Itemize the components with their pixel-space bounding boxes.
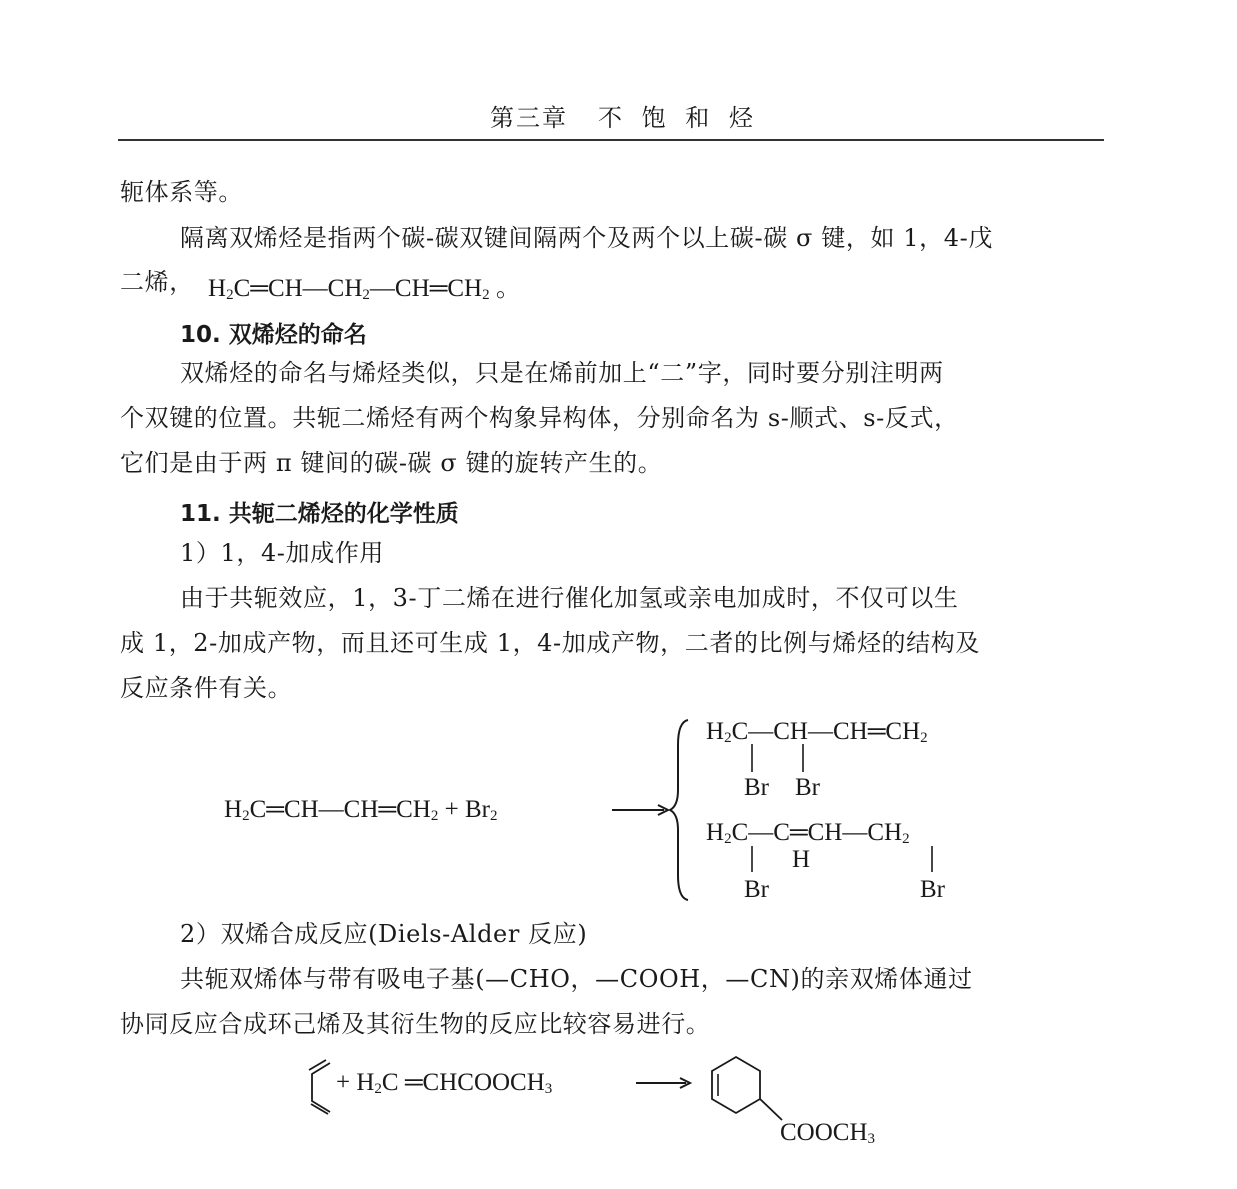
paragraph-line: 协同反应合成环己烯及其衍生物的反应比较容易进行。 [120,1010,711,1038]
product-14-backbone: $H_2C—C═CH—CH_2$ [706,819,910,847]
paragraph-line: 双烯烃的命名与烯烃类似，只是在烯前加上“二”字，同时要分别注明两 [180,359,944,387]
paragraph-line: 反应条件有关。 [120,674,293,702]
chapter-number: 第三章 [490,104,568,132]
product-12-br1: Br [744,774,769,801]
pentadiene-formula: $H_2C═CH—CH_2—CH═CH_2$ 。 [208,275,521,303]
section-heading: 10. 双烯烃的命名 [180,322,367,348]
paragraph-line: 轭体系等。 [120,178,243,206]
paragraph-line: 隔离双烯烃是指两个碳-碳双键间隔两个及两个以上碳-碳 σ 键，如 1，4-戊 [180,224,993,252]
product-12-backbone: $H_2C—CH—CH═CH_2$ [706,718,928,746]
subsection-heading: 1）1，4-加成作用 [180,539,384,567]
product-14-br1: Br [744,876,769,903]
paragraph-line: 由于共轭效应，1，3-丁二烯在进行催化加氢或亲电加成时，不仅可以生 [180,584,959,612]
paragraph-line: 它们是由于两 π 键间的碳-碳 σ 键的旋转产生的。 [120,449,663,477]
bromination-reactants: $H_2C═CH—CH═CH_2 + Br_2$ [224,796,498,824]
paragraph-line: 二烯， [120,268,194,296]
cyclohexene-substituent: $COOCH_3$ [780,1119,876,1147]
product-14-h: H [792,846,811,873]
paragraph-line: 成 1，2-加成产物，而且还可生成 1，4-加成产物，二者的比例与烯烃的结构及 [120,629,980,657]
paragraph-line: 个双键的位置。共轭二烯烃有两个构象异构体，分别命名为 s-顺式、s-反式， [120,404,959,432]
product-12-br2: Br [795,774,820,801]
chapter-title: 不 饱 和 烃 [598,104,759,132]
subsection-heading: 2）双烯合成反应(Diels-Alder 反应) [180,920,588,948]
dienophile-formula: + $H_2C$ $═CHCOOCH_3$ [336,1069,553,1097]
section-heading: 11. 共轭二烯烃的化学性质 [180,501,459,527]
paragraph-line: 共轭双烯体与带有吸电子基(—CHO，—COOH，—CN)的亲双烯体通过 [180,965,973,993]
product-14-br2: Br [920,876,945,903]
